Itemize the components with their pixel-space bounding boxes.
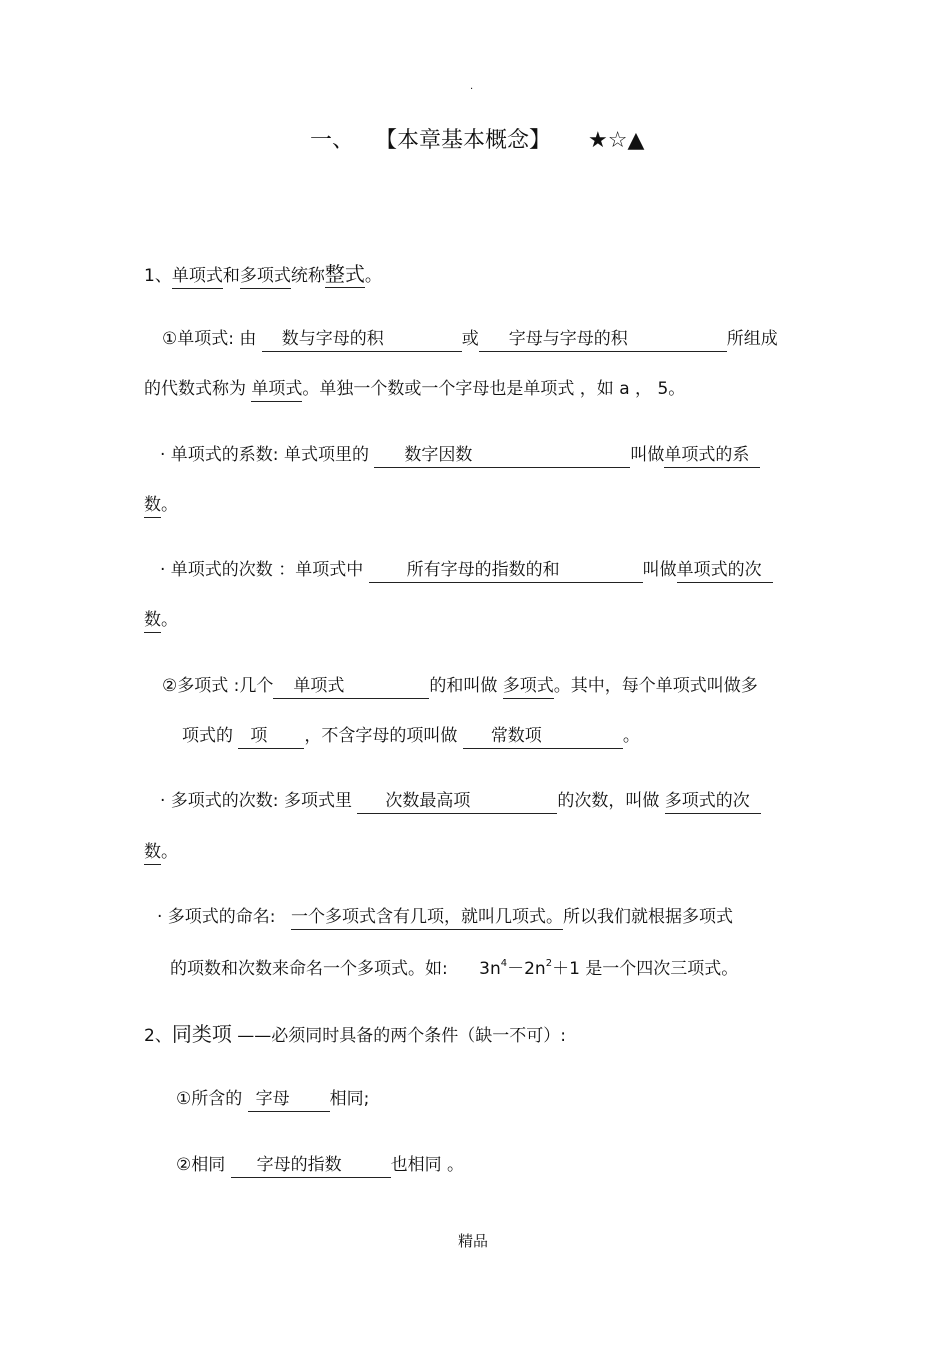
blank-letters: 字母 <box>248 1091 330 1112</box>
text-verb: 统称 <box>290 266 325 286</box>
polynomial-def-line2 <box>182 728 640 749</box>
blank-number-letter-product: 数与字母的积 <box>262 331 462 352</box>
naming-line1 <box>157 909 733 930</box>
exponent-4: 4 <box>500 958 508 969</box>
monomial-note: 。单独一个数或一个字母也是单项式 ，如 a ， 5。 <box>302 379 686 399</box>
text-called: 叫做 <box>642 560 677 580</box>
degree-line2 <box>144 612 178 633</box>
blank-poly-degree-cont: 数 <box>144 844 161 865</box>
text-end: 。 <box>161 842 178 862</box>
text-end: 。 <box>622 726 640 746</box>
poly-degree-line1 <box>160 793 761 814</box>
text-end: 。 <box>364 266 382 286</box>
like-terms-conditions: ——必须同时具备的两个条件（缺一不可）: <box>237 1026 566 1046</box>
monomial-def-line2 <box>144 381 685 402</box>
blank-poly-degree: 多项式的次 <box>665 793 761 814</box>
coefficient-line2 <box>144 497 178 518</box>
cond1-end: 相同; <box>329 1089 370 1109</box>
naming-rule: 一个多项式含有几项，就叫几项式。 <box>291 909 563 930</box>
text-composed: 所组成 <box>726 329 778 349</box>
blank-degree-cont: 数 <box>144 612 161 633</box>
cond2-prefix: ②相同 <box>176 1155 226 1175</box>
degree-line1 <box>160 562 773 583</box>
text-sum-called: 的和叫做 <box>429 676 498 696</box>
blank-degree: 单项式的次 <box>677 562 773 583</box>
poly-note: 。其中，每个单项式叫做多 <box>553 676 758 696</box>
text-or: 或 <box>461 329 479 349</box>
term-monomial: 单项式 <box>172 268 223 289</box>
blank-constant-term: 常数项 <box>463 728 623 749</box>
heading-prefix: 一、 <box>310 128 355 153</box>
condition-1 <box>176 1091 369 1112</box>
poly-degree-prefix: · 多项式的次数: 多项式里 <box>160 791 352 811</box>
blank-letter-exponents: 字母的指数 <box>231 1157 391 1178</box>
blank-numeric-factor: 数字因数 <box>374 447 630 468</box>
naming-prefix: · 多项式的命名: <box>157 907 276 927</box>
formula-part3: ＋1 <box>552 959 580 979</box>
blank-coefficient: 单项式的系 <box>664 447 760 468</box>
monomial-def-line1 <box>162 331 778 352</box>
naming-note: 所以我们就根据多项式 <box>562 907 733 927</box>
blank-coefficient-cont: 数 <box>144 497 161 518</box>
naming-example-prefix: 的项数和次数来命名一个多项式。如: <box>170 959 448 979</box>
blank-sum-of-exponents: 所有字母的指数的和 <box>369 562 643 583</box>
poly-constant-prefix: ，不含字母的项叫做 <box>304 726 458 746</box>
section-1-line <box>144 264 382 289</box>
text-called: 的次数，叫做 <box>557 791 660 811</box>
text-called: 叫做 <box>630 445 665 465</box>
text-end: 。 <box>161 495 178 515</box>
text-and: 和 <box>222 266 240 286</box>
section-1-number: 1、 <box>144 266 172 286</box>
naming-line2 <box>170 959 738 978</box>
example-description: 是一个四次三项式。 <box>585 959 739 979</box>
footer-label: 精品 <box>458 1232 489 1250</box>
blank-letter-letter-product: 字母与字母的积 <box>479 331 727 352</box>
cond2-end: 也相同 。 <box>390 1155 465 1175</box>
blank-term: 项 <box>238 728 304 749</box>
blank-polynomial: 多项式 <box>503 678 554 699</box>
exponent-2: 2 <box>545 958 553 969</box>
poly-degree-line2 <box>144 844 178 865</box>
term-integral-expression: 整式 <box>324 262 365 286</box>
coefficient-line1 <box>160 447 760 468</box>
section-2-line <box>144 1024 566 1045</box>
blank-monomial: 单项式 <box>251 381 302 402</box>
heading-marks: ★☆▲ <box>588 128 645 153</box>
poly-prefix: ②多项式 :几个 <box>162 676 274 696</box>
formula-part2: －2n <box>507 959 546 979</box>
formula-part1: 3n <box>479 959 501 979</box>
degree-prefix: · 单项式的次数 ：单项式中 <box>160 560 364 580</box>
text-end: 。 <box>161 610 178 630</box>
top-dot: . <box>470 81 474 92</box>
blank-monomials: 单项式 <box>273 678 429 699</box>
term-like-terms: 同类项 <box>171 1022 232 1046</box>
cond1-prefix: ①所含的 <box>176 1089 243 1109</box>
blank-highest-degree-term: 次数最高项 <box>357 793 557 814</box>
section-2-number: 2、 <box>144 1026 172 1046</box>
poly-term-prefix: 项式的 <box>182 726 233 746</box>
heading-text: 【本章基本概念】 <box>375 128 552 153</box>
coef-prefix: · 单项式的系数: 单式项里的 <box>160 445 369 465</box>
term-polynomial: 多项式 <box>240 268 291 289</box>
polynomial-def-line1 <box>162 678 758 699</box>
monomial-prefix: ①单项式: 由 <box>162 329 257 349</box>
example-polynomial <box>479 959 580 979</box>
monomial-called: 的代数式称为 <box>144 379 246 399</box>
condition-2 <box>176 1157 464 1178</box>
chapter-heading <box>310 130 644 152</box>
